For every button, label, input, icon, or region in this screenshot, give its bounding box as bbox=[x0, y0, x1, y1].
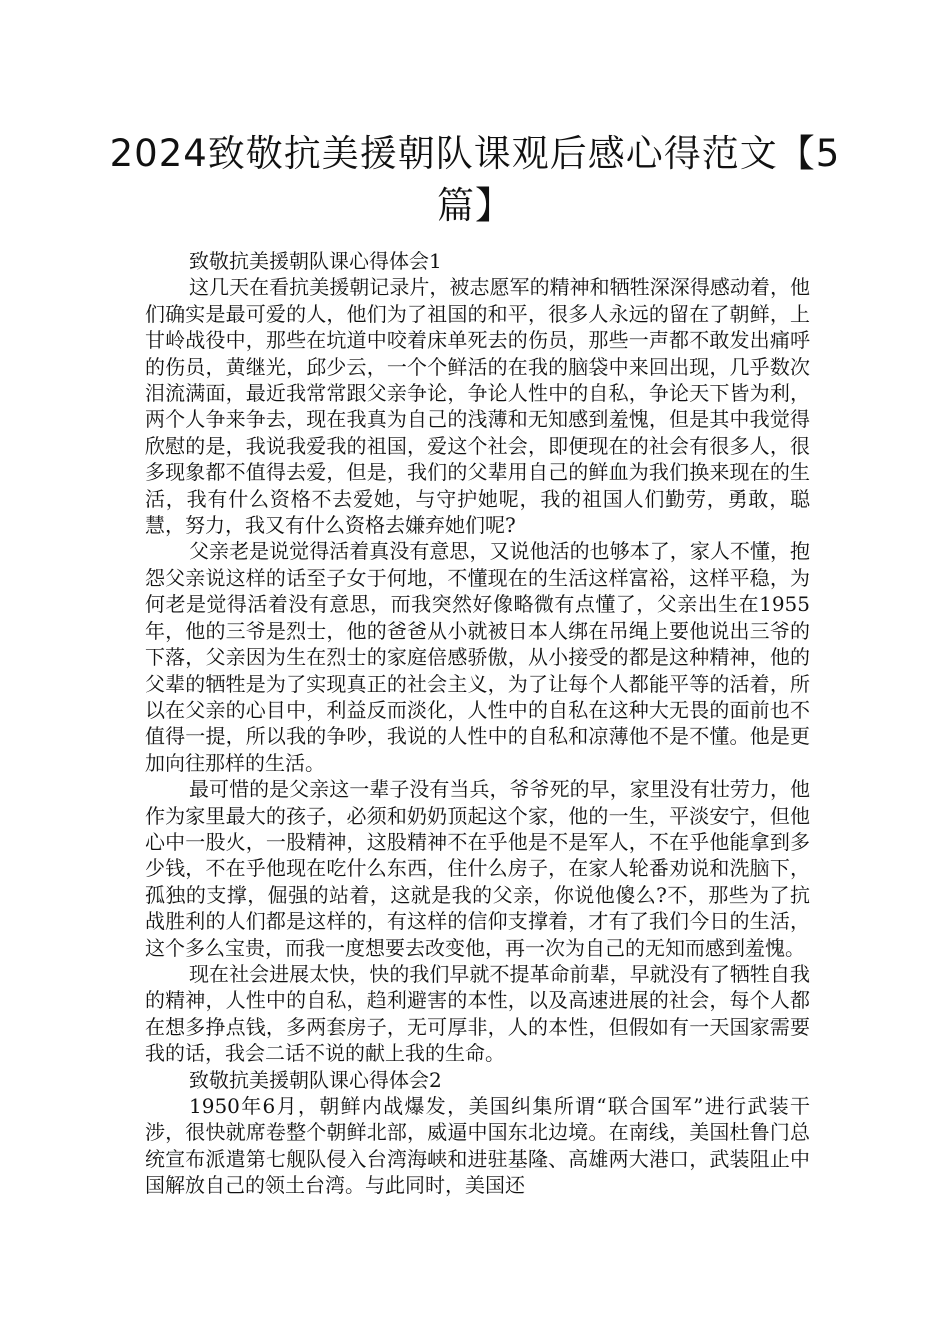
paragraph: 这几天在看抗美援朝记录片，被志愿军的精神和牺牲深深得感动着，他们确实是最可爱的人，他们为了祖国的和平，很多人永远的留在了朝鲜，上甘岭战役中，那些在坑道中咬着床单死去的伤员，那些一声都不敢发出痛呼的伤员，黄继光，邱少云，一个个鲜活的在我的脑袋中来回出现，几乎数次泪流满面，最近我常常跟父亲争论，争论人性中的自私，争论天下皆为利，两个人争来争去，现在我真为自己的浅薄和无知感到羞愧，但是其中我觉得欣慰的是，我说我爱我的祖国，爱这个社会，即便现在的社会有很多人，很多现象都不值得去爱，但是，我们的父辈用自己的鲜血为我们换来现在的生活，我有什么资格不去爱她，与守护她呢，我的祖国人们勤劳，勇敢，聪慧，努力，我又有什么资格去嫌弃她们呢? bbox=[145, 275, 810, 538]
document-body bbox=[145, 248, 810, 1199]
paragraph: 现在社会进展太快，快的我们早就不提革命前辈，早就没有了牺牲自我的精神，人性中的自私，趋利避害的本性，以及高速进展的社会，每个人都在想多挣点钱，多两套房子，无可厚非，人的本性，但假如有一天国家需要我的话，我会二话不说的献上我的生命。 bbox=[145, 961, 810, 1066]
section-heading: 致敬抗美援朝队课心得体会2 bbox=[189, 1067, 442, 1092]
paragraph: 1950年6月，朝鲜内战爆发，美国纠集所谓“联合国军”进行武装干涉，很快就席卷整个朝鲜北部，威逼中国东北边境。在南线，美国杜鲁门总统宣布派遣第七舰队侵入台湾海峡和进驻基隆、高雄两大港口，武装阻止中国解放自己的领土台湾。与此同时，美国还 bbox=[145, 1094, 810, 1198]
page-title: 2024致敬抗美援朝队课观后感心得范文【5篇】 bbox=[109, 132, 841, 227]
paragraph: 父亲老是说觉得活着真没有意思，又说他活的也够本了，家人不懂，抱怨父亲说这样的话至子女于何地，不懂现在的生活这样富裕，这样平稳，为何老是觉得活着没有意思，而我突然好像略微有点懂了，父亲出生在1955年，他的三爷是烈士，他的爸爸从小就被日本人绑在吊绳上要他说出三爷的下落，父亲因为生在烈士的家庭倍感骄傲，从小接受的都是这种精神，他的父辈的牺牲是为了实现真正的社会主义，为了让每个人都能平等的活着，所以在父亲的心目中，利益反而淡化，人性中的自私在这种大无畏的面前也不值得一提，所以我的争吵，我说的人性中的自私和凉薄他不是不懂。他是更加向往那样的生活。 bbox=[145, 539, 810, 775]
section-heading: 致敬抗美援朝队课心得体会1 bbox=[189, 249, 442, 273]
paragraph: 最可惜的是父亲这一辈子没有当兵，爷爷死的早，家里没有壮劳力，他作为家里最大的孩子，必须和奶奶顶起这个家，他的一生，平淡安宁，但他心中一股火，一股精神，这股精神不在乎他是不是军人，不在乎他能拿到多少钱，不在乎他现在吃什么东西，住什么房子，在家人轮番劝说和洗脑下，孤独的支撑，倔强的站着，这就是我的父亲，你说他傻么?不，那些为了抗战胜利的人们都是这样的，有这样的信仰支撑着，才有了我们今日的生活，这个多么宝贵，而我一度想要去改变他，再一次为自己的无知而感到羞愧。 bbox=[145, 777, 810, 960]
